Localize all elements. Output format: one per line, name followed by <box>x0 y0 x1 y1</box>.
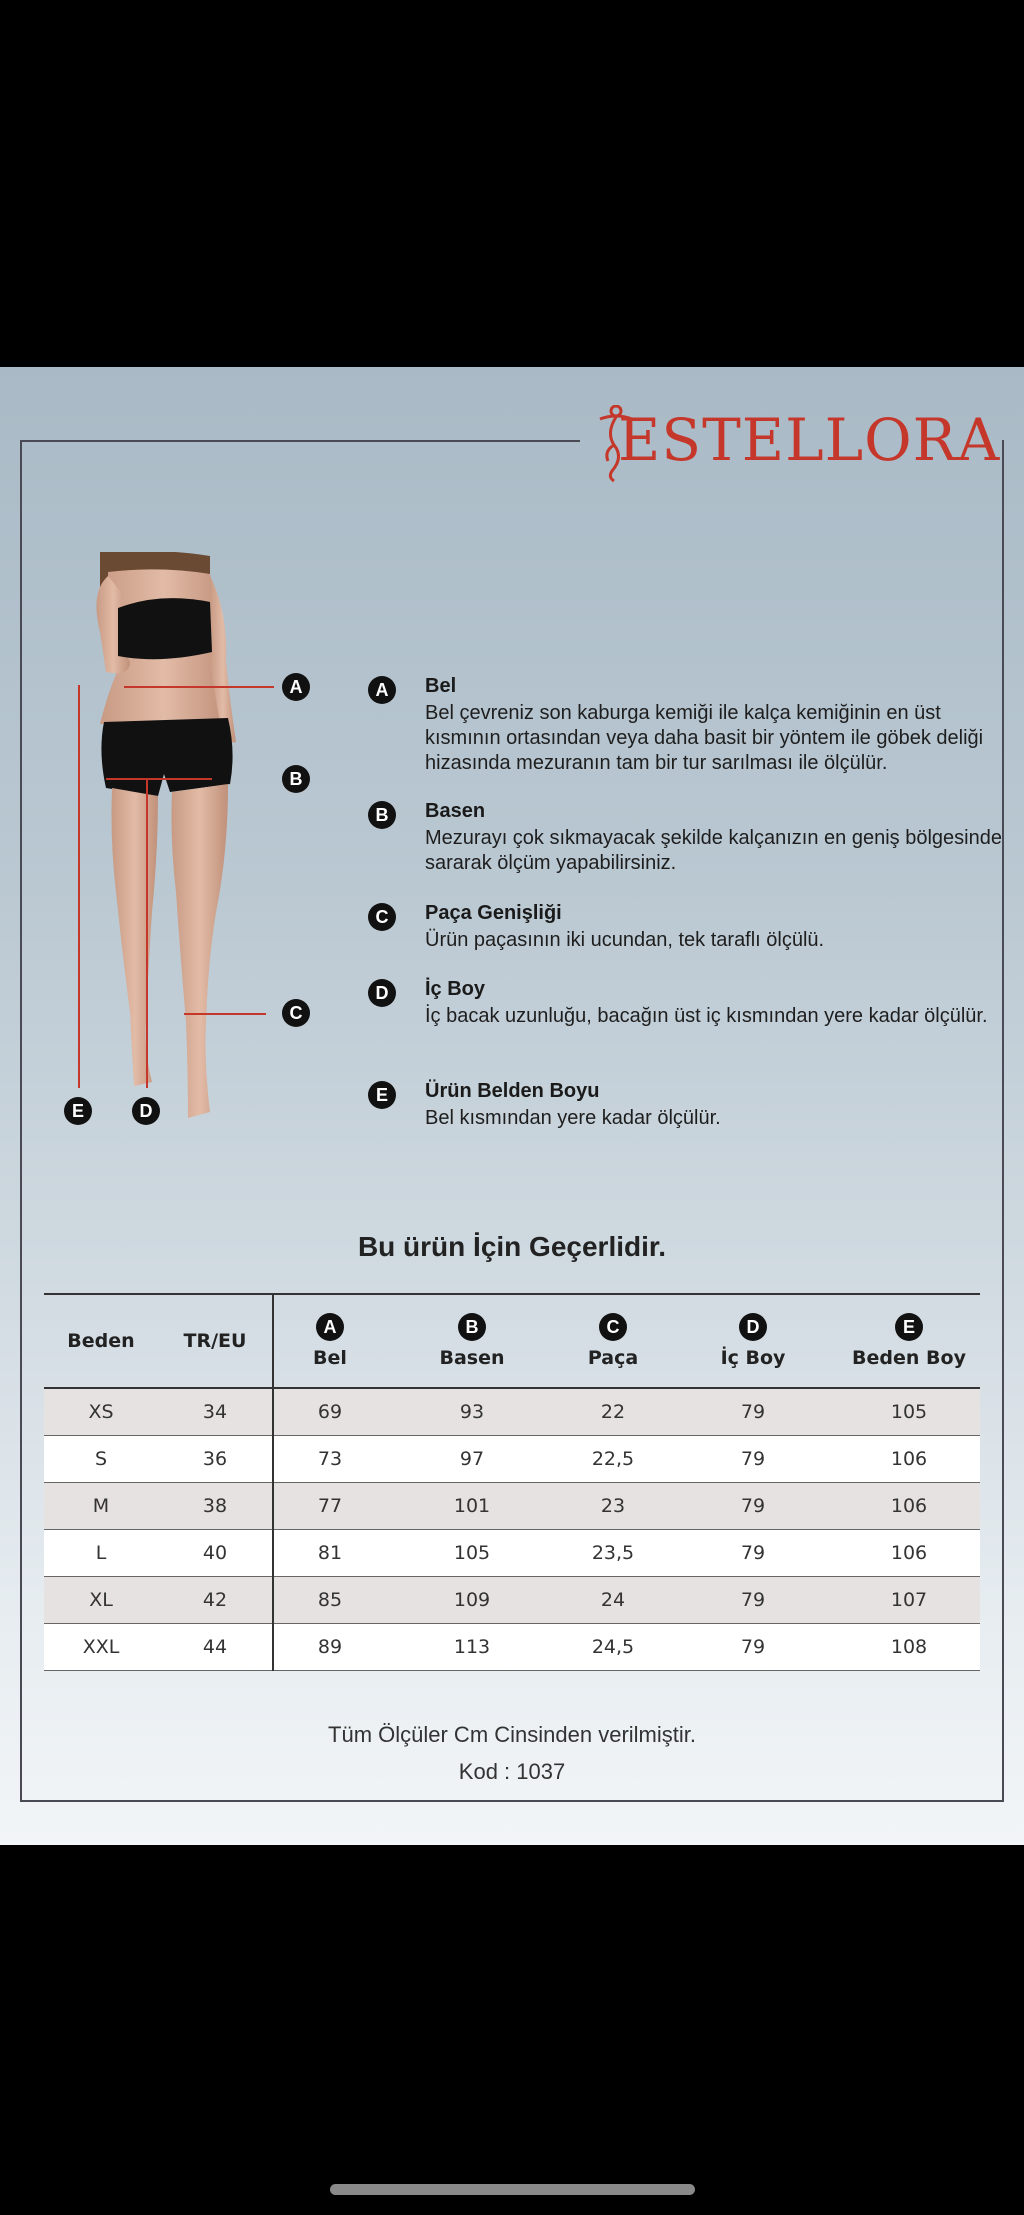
table-row <box>44 1624 980 1671</box>
header-label: Paça <box>587 1347 639 1369</box>
line-a <box>124 686 274 688</box>
figure-badge-d: D <box>132 1097 160 1125</box>
frame-top-left <box>20 440 580 442</box>
measurement-title: Ürün Belden Boyu <box>425 1080 600 1102</box>
cell-basen: 101 <box>386 1483 558 1530</box>
table-title: Bu ürün İçin Geçerlidir. <box>357 1231 667 1262</box>
line-c <box>184 1013 266 1015</box>
header-label: İç Boy <box>720 1347 786 1369</box>
header-badge-c: C <box>599 1313 627 1341</box>
measurement-text: Bel kısmından yere kadar ölçülür. <box>425 1107 721 1129</box>
table-row <box>44 1577 980 1624</box>
cell-treu: 38 <box>158 1483 273 1530</box>
cell-paca: 23,5 <box>558 1530 668 1577</box>
header-treu: TR/EU <box>158 1294 273 1388</box>
footer-note: Tüm Ölçüler Cm Cinsinden verilmiştir. <box>328 1722 696 1747</box>
home-indicator[interactable] <box>330 2184 695 2195</box>
header-label: Beden Boy <box>852 1347 966 1369</box>
header-bel <box>273 1294 386 1388</box>
size-guide-card <box>0 367 1024 1845</box>
table-row <box>44 1483 980 1530</box>
measurement-text: Mezurayı çok sıkmayacak şekilde kalçanızın en geniş bölgesinde sararak ölçüm yapabilirsiniz. <box>425 827 1002 874</box>
frame-bottom <box>20 1800 1004 1802</box>
cell-size: XXL <box>44 1624 158 1671</box>
line-b <box>106 778 212 780</box>
cell-paca: 23 <box>558 1483 668 1530</box>
cell-paca: 24 <box>558 1577 668 1624</box>
header-badge-b: B <box>458 1313 486 1341</box>
cell-bel: 89 <box>273 1624 386 1671</box>
figure-badge-c: C <box>282 999 310 1027</box>
measurement-title: İç Boy <box>425 978 486 1000</box>
header-badge-d: D <box>739 1313 767 1341</box>
measurement-text: Bel çevreniz son kaburga kemiği ile kalça kemiğinin en üst kısmının ortasından veya daha basit bir yöntem ile göbek deliği hizasında mezuranın tam bir tur sarılması ile ölçülür. <box>425 702 984 774</box>
cell-paca: 24,5 <box>558 1624 668 1671</box>
cell-treu: 40 <box>158 1530 273 1577</box>
cell-size: S <box>44 1436 158 1483</box>
cell-beden-boy: 106 <box>838 1483 980 1530</box>
cell-basen: 113 <box>386 1624 558 1671</box>
model-figure-icon <box>60 552 320 1172</box>
cell-beden-boy: 107 <box>838 1577 980 1624</box>
cell-basen: 105 <box>386 1530 558 1577</box>
cell-beden-boy: 108 <box>838 1624 980 1671</box>
header-ic-boy <box>668 1294 838 1388</box>
measurement-badge: E <box>368 1081 396 1109</box>
table-row <box>44 1436 980 1483</box>
product-code: Kod : 1037 <box>458 1759 566 1784</box>
cell-ic-boy: 79 <box>668 1483 838 1530</box>
figure-badge-a: A <box>282 673 310 701</box>
line-e <box>78 685 80 1088</box>
cell-beden-boy: 106 <box>838 1436 980 1483</box>
cell-bel: 69 <box>273 1388 386 1436</box>
header-paca <box>558 1294 668 1388</box>
header-badge-e: E <box>895 1313 923 1341</box>
cell-basen: 93 <box>386 1388 558 1436</box>
cell-bel: 81 <box>273 1530 386 1577</box>
figure-badge-b: B <box>282 765 310 793</box>
cell-bel: 77 <box>273 1483 386 1530</box>
measurement-title: Basen <box>425 800 486 822</box>
cell-size: M <box>44 1483 158 1530</box>
measurement-text: İç bacak uzunluğu, bacağın üst iç kısmından yere kadar ölçülür. <box>425 1005 988 1027</box>
cell-treu: 42 <box>158 1577 273 1624</box>
table-header-row <box>44 1294 980 1388</box>
cell-ic-boy: 79 <box>668 1577 838 1624</box>
measurement-title: Bel <box>425 675 457 697</box>
cell-size: XS <box>44 1388 158 1436</box>
cell-ic-boy: 79 <box>668 1530 838 1577</box>
measurement-badge: B <box>368 801 396 829</box>
header-basen <box>386 1294 558 1388</box>
table-row <box>44 1530 980 1577</box>
cell-basen: 109 <box>386 1577 558 1624</box>
measurement-badge: A <box>368 676 396 704</box>
cell-bel: 85 <box>273 1577 386 1624</box>
cell-paca: 22,5 <box>558 1436 668 1483</box>
measurement-badge: D <box>368 979 396 1007</box>
brand-name: ESTELLORA <box>618 406 1001 474</box>
cell-beden-boy: 105 <box>838 1388 980 1436</box>
cell-ic-boy: 79 <box>668 1388 838 1436</box>
header-label: Bel <box>313 1347 347 1369</box>
cell-treu: 36 <box>158 1436 273 1483</box>
table-row <box>44 1388 980 1436</box>
size-table <box>44 1293 980 1671</box>
cell-bel: 73 <box>273 1436 386 1483</box>
cell-paca: 22 <box>558 1388 668 1436</box>
measurement-text: Ürün paçasının iki ucundan, tek taraflı ölçülü. <box>425 929 825 951</box>
measurement-badge: C <box>368 903 396 931</box>
cell-treu: 44 <box>158 1624 273 1671</box>
cell-ic-boy: 79 <box>668 1624 838 1671</box>
figure-badge-e: E <box>64 1097 92 1125</box>
line-d <box>146 780 148 1088</box>
frame-left <box>20 440 22 1802</box>
cell-basen: 97 <box>386 1436 558 1483</box>
header-badge-a: A <box>316 1313 344 1341</box>
cell-treu: 34 <box>158 1388 273 1436</box>
cell-size: XL <box>44 1577 158 1624</box>
cell-beden-boy: 106 <box>838 1530 980 1577</box>
header-beden-boy <box>838 1294 980 1388</box>
header-beden: Beden <box>44 1294 158 1388</box>
measurement-title: Paça Genişliği <box>425 902 562 924</box>
cell-size: L <box>44 1530 158 1577</box>
cell-ic-boy: 79 <box>668 1436 838 1483</box>
header-label: Basen <box>439 1347 505 1369</box>
